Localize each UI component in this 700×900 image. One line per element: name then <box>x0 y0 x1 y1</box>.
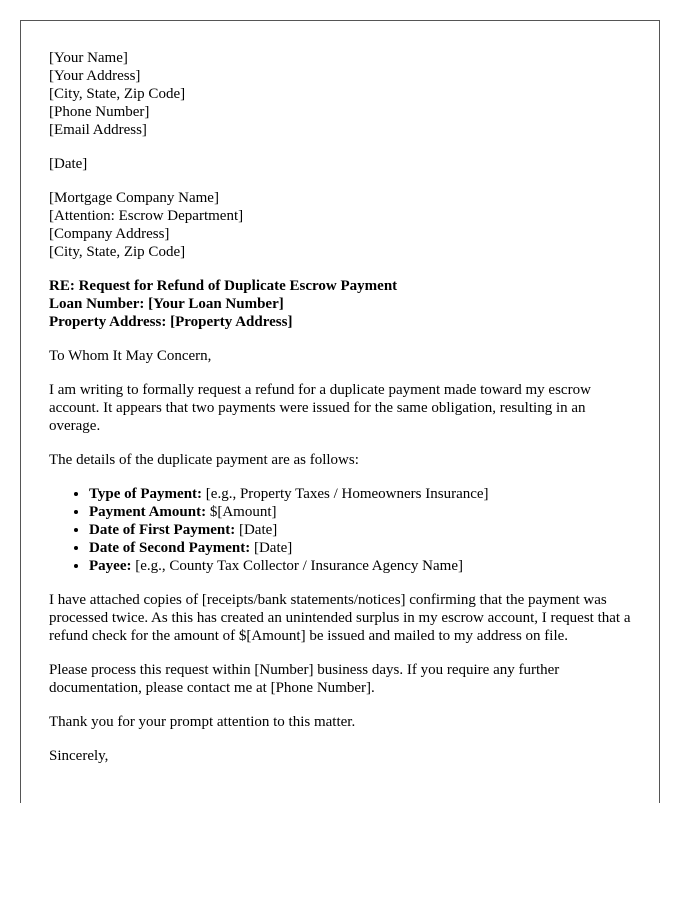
salutation: To Whom It May Concern, <box>49 348 212 364</box>
recipient-company: [Mortgage Company Name] <box>49 190 219 206</box>
sender-name: [Your Name] <box>49 50 128 66</box>
detail-value: [e.g., Property Taxes / Homeowners Insurance] <box>202 486 489 502</box>
details-intro: The details of the duplicate payment are as follows: <box>49 452 359 468</box>
detail-value: [Date] <box>250 540 293 556</box>
sender-city-state-zip: [City, State, Zip Code] <box>49 86 186 102</box>
payment-details-list <box>49 485 639 575</box>
letter-content <box>49 49 639 781</box>
closing: Sincerely, <box>49 748 109 764</box>
recipient-address: [Company Address] <box>49 226 170 242</box>
thanks-paragraph: Thank you for your prompt attention to this matter. <box>49 714 356 730</box>
sender-address: [Your Address] <box>49 68 141 84</box>
detail-item-amount <box>89 503 639 521</box>
detail-value: [e.g., County Tax Collector / Insurance Agency Name] <box>131 558 463 574</box>
detail-label: Date of First Payment: <box>89 522 236 538</box>
sender-email: [Email Address] <box>49 122 147 138</box>
detail-item-type <box>89 485 639 503</box>
detail-item-first-date <box>89 521 639 539</box>
detail-label: Type of Payment: <box>89 486 203 502</box>
detail-value: [Date] <box>235 522 278 538</box>
letter-page <box>20 20 660 803</box>
detail-value: $[Amount] <box>206 504 277 520</box>
recipient-block <box>49 189 639 261</box>
subject-block <box>49 277 639 331</box>
sender-block <box>49 49 639 139</box>
letter-date: [Date] <box>49 156 88 172</box>
subject-property-address: Property Address: [Property Address] <box>49 314 293 330</box>
sender-phone: [Phone Number] <box>49 104 150 120</box>
detail-label: Payment Amount: <box>89 504 207 520</box>
detail-item-second-date <box>89 539 639 557</box>
attachment-paragraph: I have attached copies of [receipts/bank statements/notices] confirming that the payment was processed twice. As this has created an unintended surplus in my escrow account, I request that a refund check for the amount of $[Amount] be issued and mailed to my address on file. <box>49 592 631 644</box>
subject-re: RE: Request for Refund of Duplicate Escrow Payment <box>49 278 398 294</box>
detail-item-payee <box>89 557 639 575</box>
recipient-attention: [Attention: Escrow Department] <box>49 208 244 224</box>
date-block <box>49 155 639 173</box>
detail-label: Date of Second Payment: <box>89 540 251 556</box>
recipient-city-state-zip: [City, State, Zip Code] <box>49 244 186 260</box>
intro-paragraph: I am writing to formally request a refund for a duplicate payment made toward my escrow account. It appears that two payments were issued for the same obligation, resulting in an overage. <box>49 382 591 434</box>
detail-label: Payee: <box>89 558 132 574</box>
subject-loan-number: Loan Number: [Your Loan Number] <box>49 296 284 312</box>
process-paragraph: Please process this request within [Number] business days. If you require any further documentation, please contact me at [Phone Number]. <box>49 662 560 696</box>
